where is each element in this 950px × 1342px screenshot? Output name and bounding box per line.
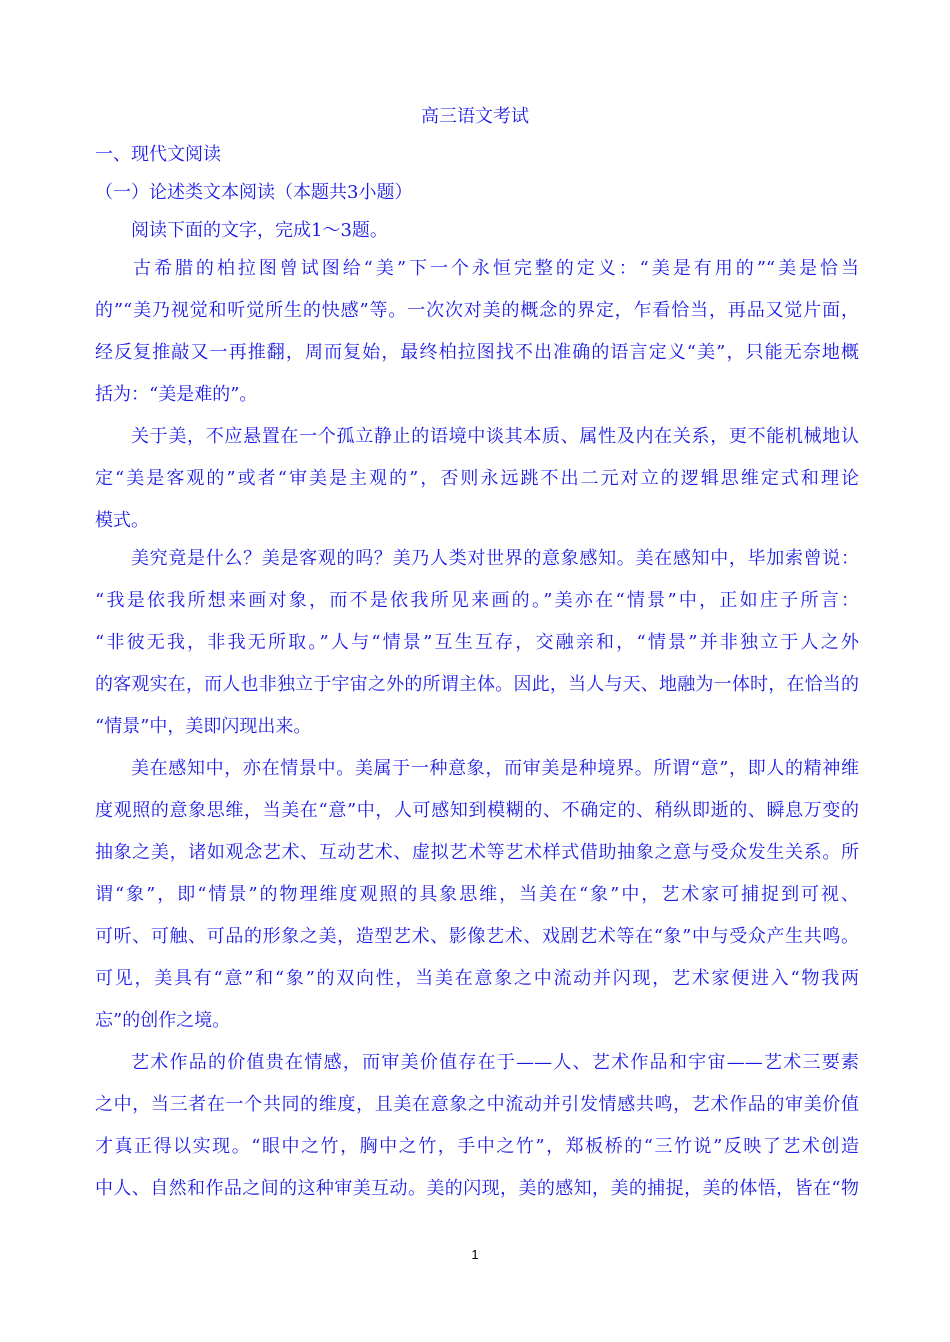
paragraph-line: 艺术作品的价值贵在情感，而审美价值存在于——人、艺术作品和宇宙——艺术三要素	[131, 1052, 859, 1073]
paragraph-line: 中人、自然和作品之间的这种审美互动。美的闪现，美的感知，美的捕捉，美的体悟，皆在“物	[95, 1178, 859, 1199]
reading-instruction: 阅读下面的文字，完成1～3题。	[131, 220, 388, 241]
section-heading: 一、现代文阅读	[95, 144, 221, 165]
paragraph-line: 括为：“美是难的”。	[95, 384, 258, 405]
paragraph-line: “情景”中，美即闪现出来。	[95, 716, 312, 737]
paragraph-line: “我是依我所想来画对象，而不是依我所见来画的。”美亦在“情景”中，正如庄子所言：	[95, 590, 859, 611]
paragraph-line: 谓“象”，即“情景”的物理维度观照的具象思维，当美在“象”中，艺术家可捕捉到可视、	[95, 884, 859, 905]
page-number: 1	[471, 1247, 479, 1262]
paragraph-line: 才真正得以实现。“眼中之竹，胸中之竹，手中之竹”，郑板桥的“三竹说”反映了艺术创造	[95, 1136, 859, 1157]
subsection-heading: （一）论述类文本阅读（本题共3小题）	[95, 182, 413, 203]
paragraph-line: 定“美是客观的”或者“审美是主观的”，否则永远跳不出二元对立的逻辑思维定式和理论	[95, 468, 859, 489]
paragraph-line: 模式。	[95, 510, 149, 531]
paragraph-line: “非彼无我，非我无所取。”人与“情景”互生互存，交融亲和，“情景”并非独立于人之外	[95, 632, 859, 653]
exam-title: 高三语文考试	[421, 106, 529, 127]
paragraph-line: 可见，美具有“意”和“象”的双向性，当美在意象之中流动并闪现，艺术家便进入“物我两	[95, 968, 859, 989]
paragraph-line: 美究竟是什么？美是客观的吗？美乃人类对世界的意象感知。美在感知中，毕加索曾说：	[131, 548, 859, 569]
paragraph-line: 忘”的创作之境。	[95, 1010, 231, 1031]
paragraph-line: 美在感知中，亦在情景中。美属于一种意象，而审美是种境界。所谓“意”，即人的精神维	[131, 758, 859, 779]
paragraph-line: 的客观实在，而人也非独立于宇宙之外的所谓主体。因此，当人与天、地融为一体时，在恰当的	[95, 674, 859, 695]
paragraph-line: 抽象之美，诸如观念艺术、互动艺术、虚拟艺术等艺术样式借助抽象之意与受众发生关系。所	[95, 842, 859, 863]
paragraph-line: 之中，当三者在一个共同的维度，且美在意象之中流动并引发情感共鸣，艺术作品的审美价值	[95, 1094, 859, 1115]
paragraph-line: 度观照的意象思维，当美在“意”中，人可感知到模糊的、不确定的、稍纵即逝的、瞬息万变的	[95, 800, 859, 821]
paragraph-line: 经反复推敲又一再推翻，周而复始，最终柏拉图找不出准确的语言定义“美”，只能无奈地概	[95, 342, 859, 363]
paragraph-line: 可听、可触、可品的形象之美，造型艺术、影像艺术、戏剧艺术等在“象”中与受众产生共鸣。	[95, 926, 859, 947]
paragraph-line: 关于美，不应悬置在一个孤立静止的语境中谈其本质、属性及内在关系，更不能机械地认	[131, 426, 859, 447]
paragraph-line: 的”“美乃视觉和听觉所生的快感”等。一次次对美的概念的界定，乍看恰当，再品又觉片面，	[95, 300, 859, 321]
paragraph-line: 古希腊的柏拉图曾试图给“美”下一个永恒完整的定义：“美是有用的”“美是恰当	[133, 258, 859, 279]
